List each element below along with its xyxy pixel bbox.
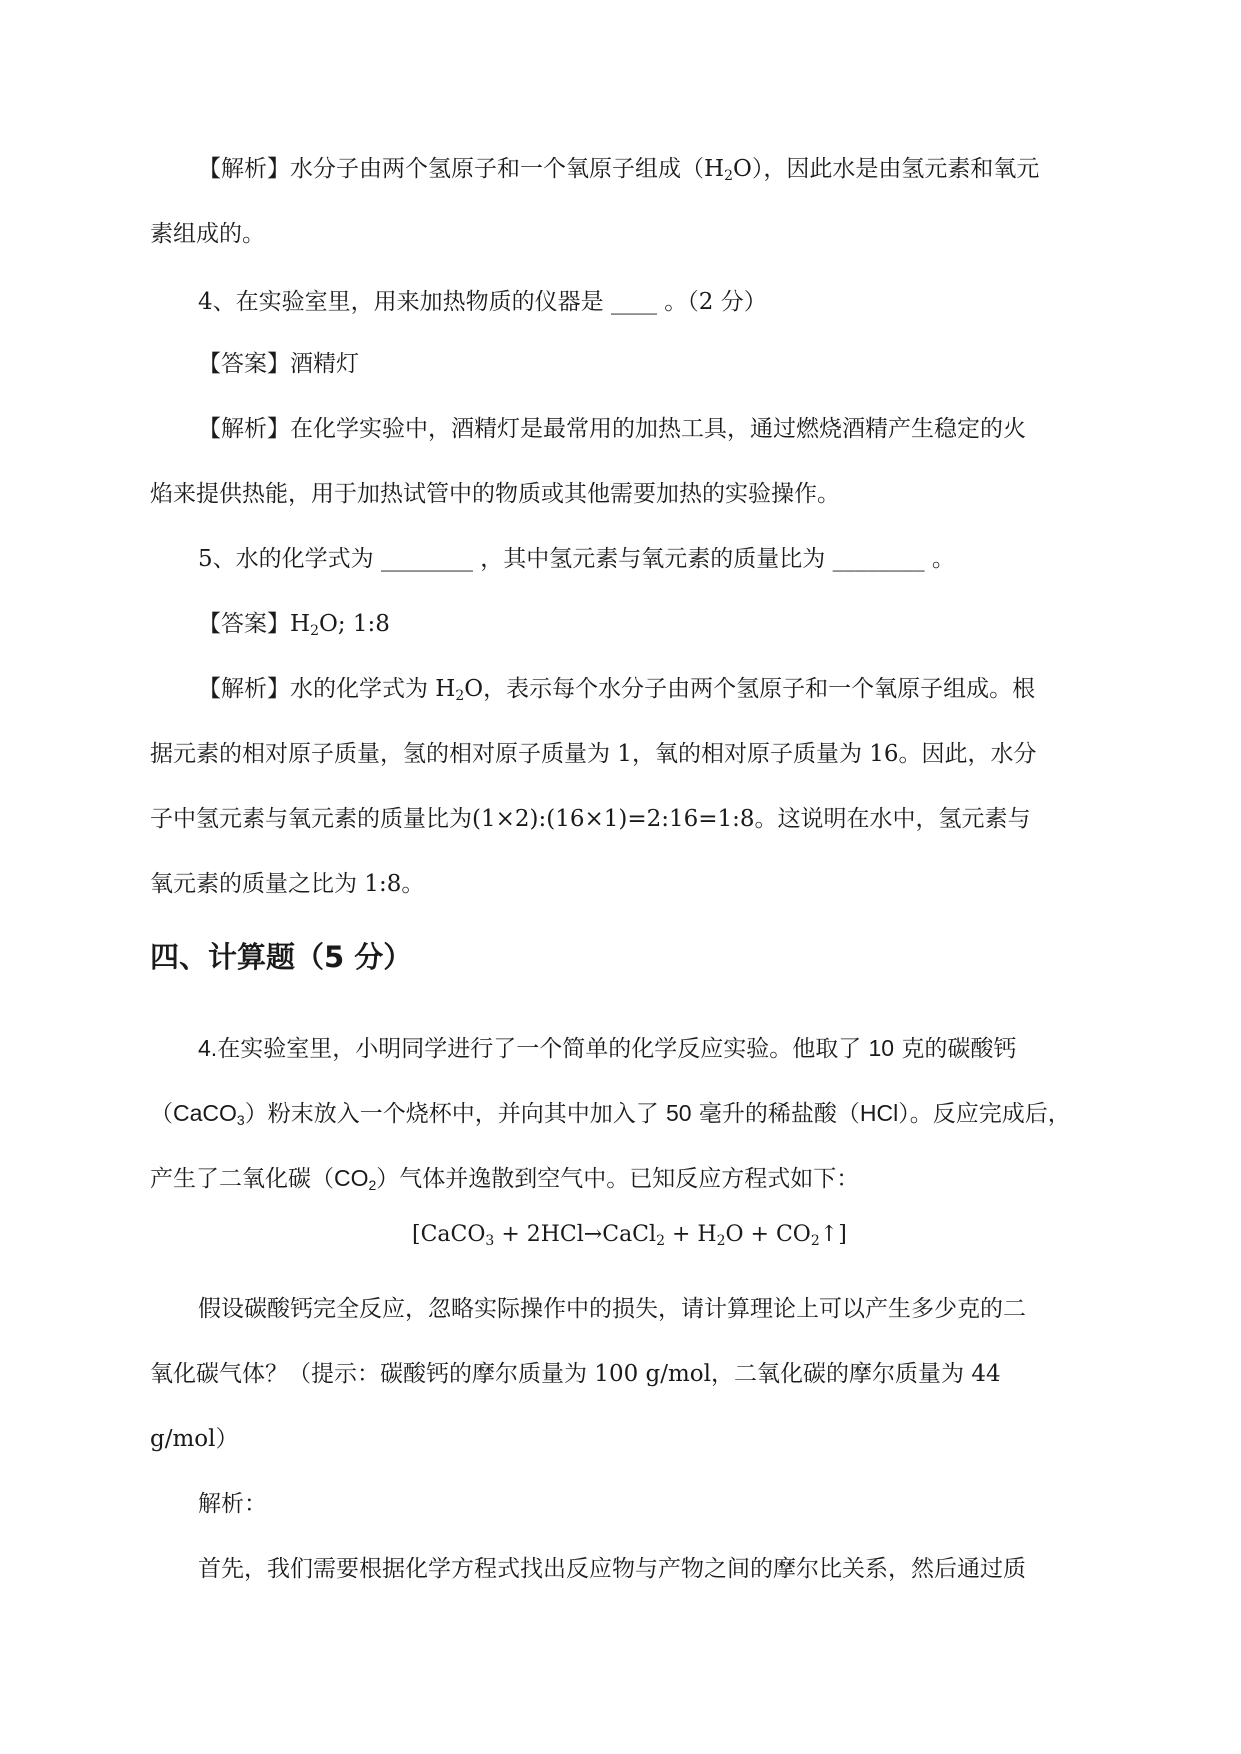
formula: HCl — [859, 1100, 899, 1126]
text: + H — [664, 1222, 717, 1247]
subscript: 3 — [485, 1233, 495, 1249]
text: O，表示每个水分子由两个氢原子和一个氧原子组成。根 — [464, 676, 1036, 702]
q5-analysis-line-4: 氧元素的质量之比为 1:8。 — [150, 871, 425, 897]
analysis-heading: 解析： — [198, 1491, 267, 1517]
text: 产生了二氧化碳（ — [150, 1166, 334, 1192]
q5-analysis-line-3: 子中氢元素与氧元素的质量比为(1×2):(16×1)=2:16=1:8。这说明在水中，氢元素与 — [150, 806, 1031, 832]
text: [CaCO — [412, 1222, 486, 1247]
problem-line-3 — [150, 1160, 859, 1193]
q4-question: 4、在实验室里，用来加热物质的仪器是 ____ 。（2 分） — [198, 289, 767, 315]
text: ）。反应完成后， — [898, 1101, 1071, 1127]
text: 在化学实验中，酒精灯是最常用的加热工具，通过燃烧酒精产生稳定的火 — [290, 416, 1026, 442]
q5-analysis-line-2: 据元素的相对原子质量，氢的相对原子质量为 1，氧的相对原子质量为 16。因此，水分 — [150, 741, 1037, 767]
q5-answer — [198, 605, 390, 638]
q3-analysis-line-2: 素组成的。 — [150, 221, 265, 247]
q4-answer — [198, 345, 359, 378]
subscript: 2 — [716, 1233, 726, 1249]
number: 10 — [868, 1035, 895, 1061]
text: ）气体并逸散到空气中。已知反应方程式如下： — [376, 1166, 860, 1192]
text: H — [290, 611, 311, 637]
problem-line-6: g/mol） — [150, 1426, 239, 1452]
q5-analysis-line-1 — [198, 670, 1035, 703]
answer-label: 【答案】 — [198, 351, 290, 377]
text: ）粉末放入一个烧杯中，并向其中加入了 — [244, 1101, 667, 1127]
section-heading: 四、计算题（5 分） — [150, 940, 413, 974]
number: 50 — [666, 1100, 692, 1126]
text: 水的化学式为 H — [290, 676, 456, 702]
text: O），因此水是由氢元素和氧元 — [732, 156, 1040, 182]
problem-line-2 — [150, 1095, 1071, 1128]
problem-line-1 — [198, 1030, 1016, 1063]
text: 在实验室里，小明同学进行了一个简单的化学反应实验。他取了 — [217, 1036, 869, 1062]
q4-analysis-line-1 — [198, 410, 1026, 443]
problem-line-4: 假设碳酸钙完全反应，忽略实际操作中的损失，请计算理论上可以产生多少克的二 — [198, 1296, 1026, 1322]
subscript: 2 — [656, 1233, 665, 1249]
answer-label: 【答案】 — [198, 611, 290, 637]
formula: CaCO — [173, 1100, 237, 1126]
subscript: 2 — [368, 1177, 377, 1193]
reaction-equation — [412, 1222, 847, 1247]
text: O + CO — [725, 1222, 811, 1247]
analysis-line-1: 首先，我们需要根据化学方程式找出反应物与产物之间的摩尔比关系，然后通过质 — [198, 1556, 1026, 1582]
subscript: 2 — [310, 623, 319, 639]
q3-analysis-line-1 — [198, 150, 1039, 183]
text: O; 1:8 — [318, 611, 390, 637]
q4-analysis-line-2: 焰来提供热能，用于加热试管中的物质或其他需要加热的实验操作。 — [150, 481, 840, 507]
q5-question: 5、水的化学式为 ________ ，其中氢元素与氧元素的质量比为 ________ 。 — [198, 546, 955, 572]
analysis-label: 【解析】 — [198, 156, 290, 182]
text: 克的碳酸钙 — [894, 1036, 1017, 1062]
subscript: 2 — [455, 688, 465, 704]
text: （ — [150, 1101, 173, 1127]
text: ↑] — [819, 1222, 847, 1247]
analysis-label: 【解析】 — [198, 676, 290, 702]
text: 毫升的稀盐酸（ — [691, 1101, 860, 1127]
subscript: 2 — [810, 1233, 820, 1249]
analysis-label: 【解析】 — [198, 416, 290, 442]
subscript: 3 — [236, 1112, 245, 1128]
problem-number: 4. — [198, 1035, 218, 1061]
answer-text: 酒精灯 — [290, 351, 359, 377]
formula: CO — [334, 1165, 369, 1191]
text: 水分子由两个氢原子和一个氧原子组成（H — [290, 156, 725, 182]
subscript: 2 — [724, 168, 733, 184]
text: + 2HCl→CaCl — [494, 1222, 657, 1247]
problem-line-5: 氧化碳气体？（提示：碳酸钙的摩尔质量为 100 g/mol，二氧化碳的摩尔质量为 44 — [150, 1361, 1001, 1387]
